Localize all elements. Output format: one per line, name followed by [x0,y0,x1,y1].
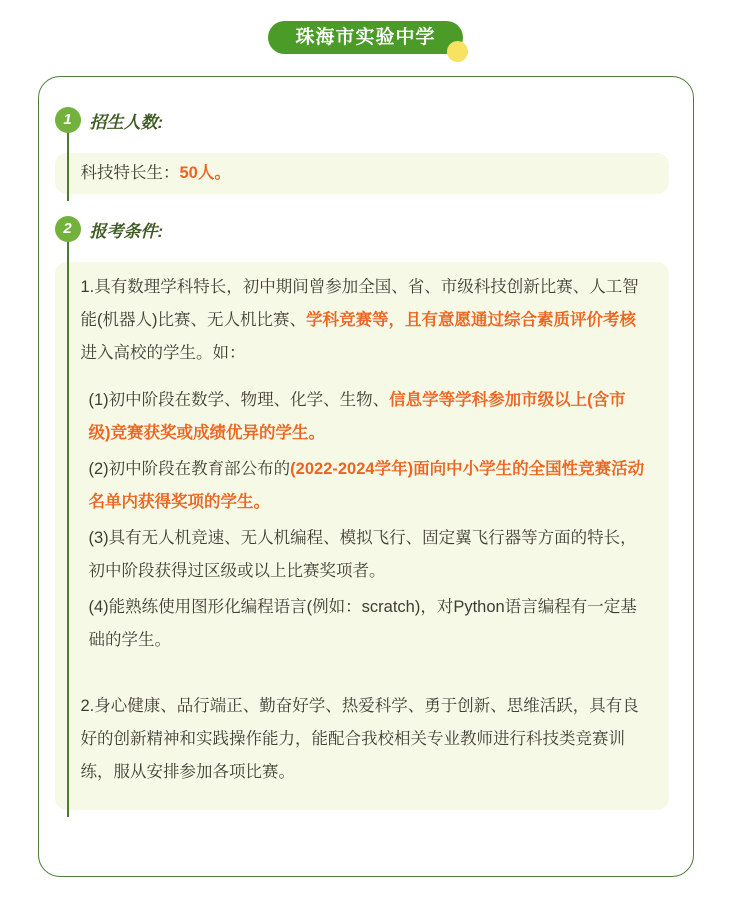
section-number-badge: 2 [55,216,81,242]
section-number-badge: 1 [55,107,81,133]
section-header [55,107,669,133]
body-text: (2)初中阶段在教育部公布的 [88,460,291,478]
section-title: 招生人数: [89,112,164,132]
highlighted-text: 学科竞赛等，且有意愿通过综合素质评价考核 [306,311,636,329]
paragraph [81,591,645,657]
body-text: 1.具有数理学科特长，初中期间曾参加全国、省、市级科技创新比赛、人工智能(机器人)比赛、无人机比赛、 [80,278,639,329]
page-header [0,0,731,54]
paragraph [81,690,645,789]
body-text: 2.身心健康、品行端正、勤奋好学、热爱科学、勇于创新、思维活跃，具有良好的创新精神和实践操作能力，能配合我校相关专业教师进行科技类竞赛训练，服从安排参加各项比赛。 [80,697,639,781]
body-text: (1)初中阶段在数学、物理、化学、生物、 [88,391,390,409]
section-enrollment-count [55,107,669,194]
paragraph [81,384,645,450]
body-text: 科技特长生： [80,164,180,182]
conditions-content-box [55,262,669,810]
paragraph [81,157,645,190]
school-name: 珠海市实验中学 [295,27,436,48]
connector-line [67,242,69,817]
paragraph [81,271,645,370]
body-text: 进入高校的学生。如： [80,344,246,362]
content-card [38,76,694,877]
section-application-conditions [55,216,669,810]
section-header [55,216,669,242]
highlighted-text: 50人。 [179,164,231,182]
section-title: 报考条件: [89,221,164,241]
highlighted-text: (2022-2024学年)面向中小学生的全国性竞赛活动名单内获得奖项的学生。 [88,460,645,511]
paragraph [81,453,645,519]
paragraph [81,522,645,588]
connector-line [67,133,69,201]
school-name-badge [268,21,462,54]
enrollment-content-box [55,153,669,194]
highlighted-text: 信息学等学科参加市级以上(含市级)竞赛获奖或成绩优异的学生。 [88,391,626,442]
body-text: (3)具有无人机竞速、无人机编程、模拟飞行、固定翼飞行器等方面的特长，初中阶段获得过区级或以上比赛奖项者。 [88,529,637,580]
body-text: (4)能熟练使用图形化编程语言(例如：scratch)，对Python语言编程有一定基础的学生。 [88,598,637,649]
yellow-dot-decoration [447,41,468,62]
